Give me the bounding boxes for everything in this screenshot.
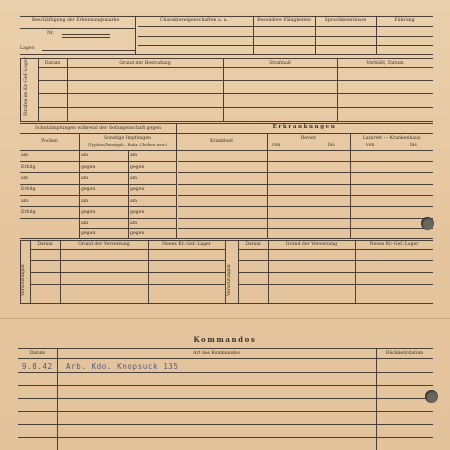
character-label: Charaktereigenschaften u. a. (160, 18, 228, 23)
vacc-col-other-sub: (Typhus/Paratyph., Ruhr, Cholera usw.) (87, 142, 168, 147)
transfer-col-reason: Grund der Versetzung (285, 242, 338, 247)
kommando-entry-text: Arb. Kdo. Knopsuck 135 (66, 362, 179, 371)
vacc-row-am: am (81, 199, 89, 204)
languages-label: Sprachkenntnisse (324, 18, 367, 23)
vacc-row-gegen: gegen (130, 210, 145, 215)
illness-col-revier: Revier (300, 136, 317, 141)
illness-col-illness: Krankheit (209, 139, 234, 144)
occupation-label: Beschäftigung der Erkennungsmarke (32, 18, 120, 23)
vacc-row-gegen: gegen (130, 165, 145, 170)
revier-bis: bis (328, 143, 335, 148)
punish-col-measure: Strafmaß (269, 61, 291, 66)
punch-hole (425, 390, 438, 403)
vacc-row-am: am (130, 221, 138, 226)
vacc-col-other: Sonstige Impfungen (103, 136, 151, 141)
vacc-row-am: am (21, 176, 29, 181)
vacc-row-am: am (21, 153, 29, 158)
kommando-entry-date: 9.8.42 (22, 362, 53, 371)
vacc-col-pocken: Pocken (41, 139, 58, 144)
vacc-row-erfolg: Erfolg (21, 210, 36, 215)
transfer-col-new-camp: Neues Kr.-Gef.-Lager (369, 242, 419, 247)
vacc-row-erfolg: Erfolg (21, 187, 36, 192)
revier-von: von (272, 143, 281, 148)
punish-col-served: Verbüßt, Datum (366, 61, 404, 66)
vacc-row-am: am (81, 221, 89, 226)
vacc-row-am: am (130, 199, 138, 204)
vaccination-header: Schutzimpfungen während der Gefangenschaft gegen (35, 126, 161, 131)
vacc-row-am: am (81, 153, 89, 158)
vacc-row-am: am (130, 176, 138, 181)
kommando-col-return: Rückkehrdatum (385, 351, 424, 356)
vacc-row-am: am (21, 199, 29, 204)
punish-col-date: Datum (44, 61, 61, 66)
transfers-side-label-left: Versetzungen (21, 264, 26, 296)
punch-hole (421, 217, 434, 230)
vacc-row-gegen: gegen (81, 210, 96, 215)
vacc-row-gegen: gegen (81, 165, 96, 170)
punish-col-reason: Grund der Bestrafung (119, 61, 171, 66)
vacc-row-gegen: gegen (130, 231, 145, 236)
nr-label: Nr. (47, 31, 55, 36)
vacc-row-erfolg: Erfolg (21, 165, 36, 170)
transfers-side-label-right: Versetzungen (227, 264, 232, 296)
transfer-col-date: Datum (37, 242, 53, 247)
vacc-row-gegen: gegen (130, 187, 145, 192)
lazarett-von: von (366, 143, 375, 148)
kommando-col-date: Datum (29, 351, 46, 356)
lager-label: Lager: (20, 46, 36, 51)
transfer-col-date: Datum (245, 242, 261, 247)
vacc-row-gegen: gegen (81, 187, 96, 192)
illness-header: Erkrankungen (272, 124, 337, 130)
vacc-row-gegen: gegen (81, 231, 96, 236)
vacc-row-am: am (130, 153, 138, 158)
illness-col-lazarett: Lazarett — Krankenhaus (362, 136, 421, 141)
transfer-col-new-camp: Neues Kr.-Gef.-Lager (162, 242, 211, 247)
punishments-side-label: Strafen im Kr.-Gef.-Lager (24, 57, 29, 116)
transfer-col-reason: Grund der Versetzung (78, 242, 130, 247)
kommandos-title: Kommandos (193, 335, 257, 344)
leadership-label: Führung (394, 18, 415, 23)
vacc-row-am: am (81, 176, 89, 181)
kommando-col-type: Art des Kommandos (193, 351, 240, 356)
abilities-label: Besondere Fähigkeiten (257, 18, 311, 23)
lazarett-bis: bis (410, 143, 417, 148)
